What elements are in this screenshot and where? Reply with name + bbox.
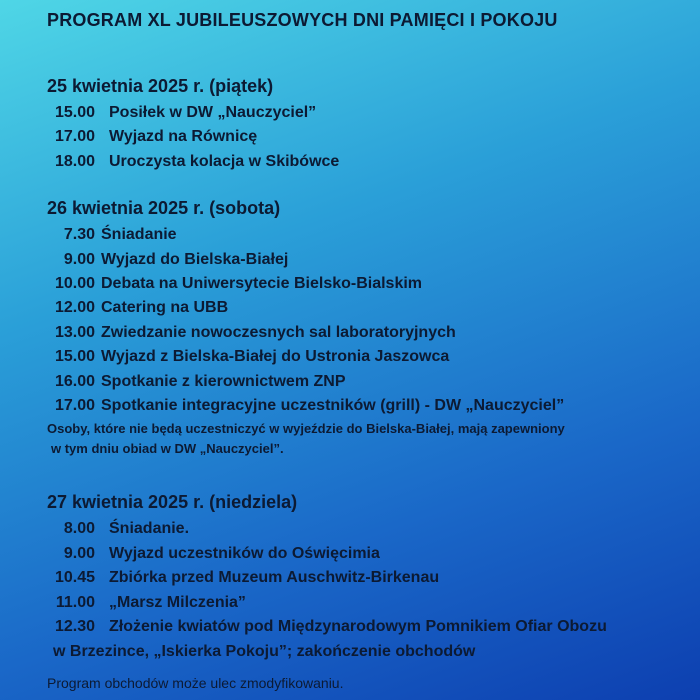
footer-note: Program obchodów może ulec zmodyfikowaniu.	[47, 675, 344, 691]
schedule-row	[47, 566, 687, 590]
time: 8.00	[63, 520, 95, 538]
time: 15.00	[54, 104, 95, 121]
event: Wyjazd na Równicę	[109, 128, 258, 146]
event: Debata na Uniwersytecie Bielsko-Bialskim	[101, 275, 423, 293]
event: Wyjazd uczestników do Oświęcimia	[109, 544, 380, 562]
time: 11.00	[55, 593, 95, 611]
event: Złożenie kwiatów pod Międzynarodowym Pomnikiem Ofiar Obozu	[109, 618, 607, 636]
event: Uroczysta kolacja w Skibówce	[109, 152, 340, 170]
time: 17.00	[54, 397, 95, 415]
time: 10.00	[54, 275, 95, 293]
time: 9.00	[63, 544, 95, 562]
lunch-note-line-2: w tym dniu obiad w DW „Nauczyciel”.	[51, 441, 284, 457]
schedule-row	[47, 101, 687, 125]
time: 7.30	[63, 226, 95, 244]
event: Spotkanie z kierownictwem ZNP	[101, 372, 346, 390]
day-2	[47, 198, 687, 458]
time: 15.00	[54, 348, 95, 366]
time: 17.00	[54, 128, 95, 146]
event: Posiłek w DW „Nauczyciel”	[109, 104, 317, 121]
schedule-row	[47, 272, 687, 296]
time: 10.45	[54, 569, 95, 587]
day-3	[47, 492, 687, 663]
event: Spotkanie integracyjne uczestników (grill) - DW „Nauczyciel”	[101, 397, 565, 415]
time: 9.00	[63, 250, 95, 268]
event: „Marsz Milczenia”	[109, 593, 246, 611]
time: 18.00	[54, 152, 95, 170]
event: Wyjazd z Bielska-Białej do Ustronia Jaszowca	[101, 348, 450, 366]
day-1	[47, 76, 687, 174]
event: Śniadanie	[101, 226, 177, 244]
event-continuation: w Brzezince, „Iskierka Pokoju”; zakończenie obchodów	[53, 642, 476, 660]
schedule-row	[47, 517, 687, 541]
schedule-row	[47, 591, 687, 615]
event: Catering na UBB	[101, 299, 229, 317]
event: Zbiórka przed Muzeum Auschwitz-Birkenau	[109, 569, 440, 587]
schedule-row	[47, 394, 687, 418]
schedule-row	[47, 223, 687, 247]
schedule-row	[47, 296, 687, 320]
time: 12.00	[54, 299, 95, 317]
event: Zwiedzanie nowoczesnych sal laboratoryjnych	[101, 323, 456, 341]
day-3-heading: 27 kwietnia 2025 r. (niedziela)	[47, 492, 298, 513]
day-2-heading: 26 kwietnia 2025 r. (sobota)	[47, 198, 281, 219]
schedule-row	[47, 345, 687, 369]
time: 16.00	[54, 372, 95, 390]
program-page	[47, 10, 687, 688]
program-title: PROGRAM XL JUBILEUSZOWYCH DNI PAMIĘCI I POKOJU	[47, 10, 558, 30]
lunch-note-line-1: Osoby, które nie będą uczestniczyć w wyjeździe do Bielska-Białej, mają zapewniony	[47, 421, 565, 437]
schedule-row	[47, 125, 687, 149]
schedule-row	[47, 321, 687, 345]
event: Śniadanie.	[109, 520, 190, 538]
schedule-row	[47, 248, 687, 272]
time: 13.00	[54, 323, 95, 341]
time: 12.30	[54, 618, 95, 636]
schedule-row	[47, 542, 687, 566]
day-1-heading: 25 kwietnia 2025 r. (piątek)	[47, 76, 274, 96]
schedule-row	[47, 150, 687, 174]
schedule-row	[47, 370, 687, 394]
event: Wyjazd do Bielska-Białej	[101, 250, 289, 268]
schedule-row	[47, 615, 687, 639]
